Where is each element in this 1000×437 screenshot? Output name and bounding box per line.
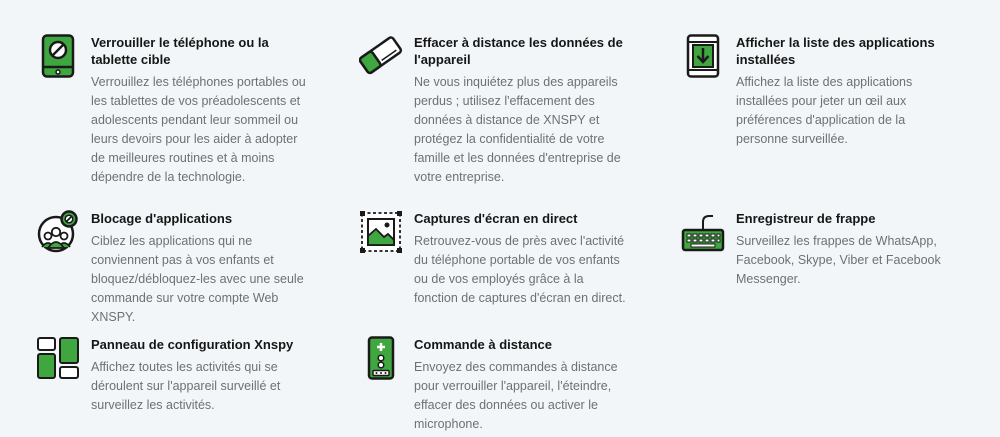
keyboard-icon	[681, 210, 725, 254]
feature-title: Verrouiller le téléphone ou la tablette cible	[91, 35, 269, 67]
remote-control-icon	[359, 336, 403, 380]
feature-description: Affichez la liste des applications installées pour jeter un œil aux préférences d'application de la personne surveillée.	[736, 75, 913, 146]
feature-title: Commande à distance	[414, 337, 552, 352]
feature-title: Blocage d'applications	[91, 211, 233, 226]
feature-title: Afficher la liste des applications installées	[736, 35, 935, 67]
phone-lock-icon	[36, 34, 80, 78]
feature-title: Panneau de configuration Xnspy	[91, 337, 294, 352]
feature-title: Effacer à distance les données de l'appareil	[414, 35, 623, 67]
feature-description: Envoyez des commandes à distance pour verrouiller l'appareil, l'éteindre, effacer des données ou activer le microphone.	[414, 360, 618, 431]
tablet-download-icon	[681, 34, 725, 78]
feature-description: Ciblez les applications qui ne conviennent pas à vos enfants et bloquez/débloquez-les avec une seule commande sur votre compte Web XNSPY.	[91, 234, 304, 324]
feature-description: Affichez toutes les activités qui se déroulent sur l'appareil surveillé et surveillez les activités.	[91, 360, 281, 412]
eraser-icon	[359, 34, 403, 78]
dashboard-icon	[36, 336, 80, 380]
feature-description: Ne vous inquiétez plus des appareils perdus ; utilisez l'effacement des données à distance de XNSPY et protégez la confidentialité de votre famille et les données d'entreprise de votre entreprise.	[414, 75, 621, 184]
feature-title: Captures d'écran en direct	[414, 211, 578, 226]
feature-description: Surveillez les frappes de WhatsApp, Facebook, Skype, Viber et Facebook Messenger.	[736, 234, 941, 286]
group-block-icon	[36, 210, 80, 254]
feature-description: Verrouillez les téléphones portables ou les tablettes de vos préadolescents et adolescents pendant leur sommeil ou leurs devoirs pour les aider à adopter de meilleures routines et à moins dépendre de la technologie.	[91, 75, 306, 184]
feature-description: Retrouvez-vous de près avec l'activité du téléphone portable de vos enfants ou de vos employés grâce à la fonction de captures d'écran en direct.	[414, 234, 626, 305]
screenshot-icon	[359, 210, 403, 254]
feature-title: Enregistreur de frappe	[736, 211, 876, 226]
